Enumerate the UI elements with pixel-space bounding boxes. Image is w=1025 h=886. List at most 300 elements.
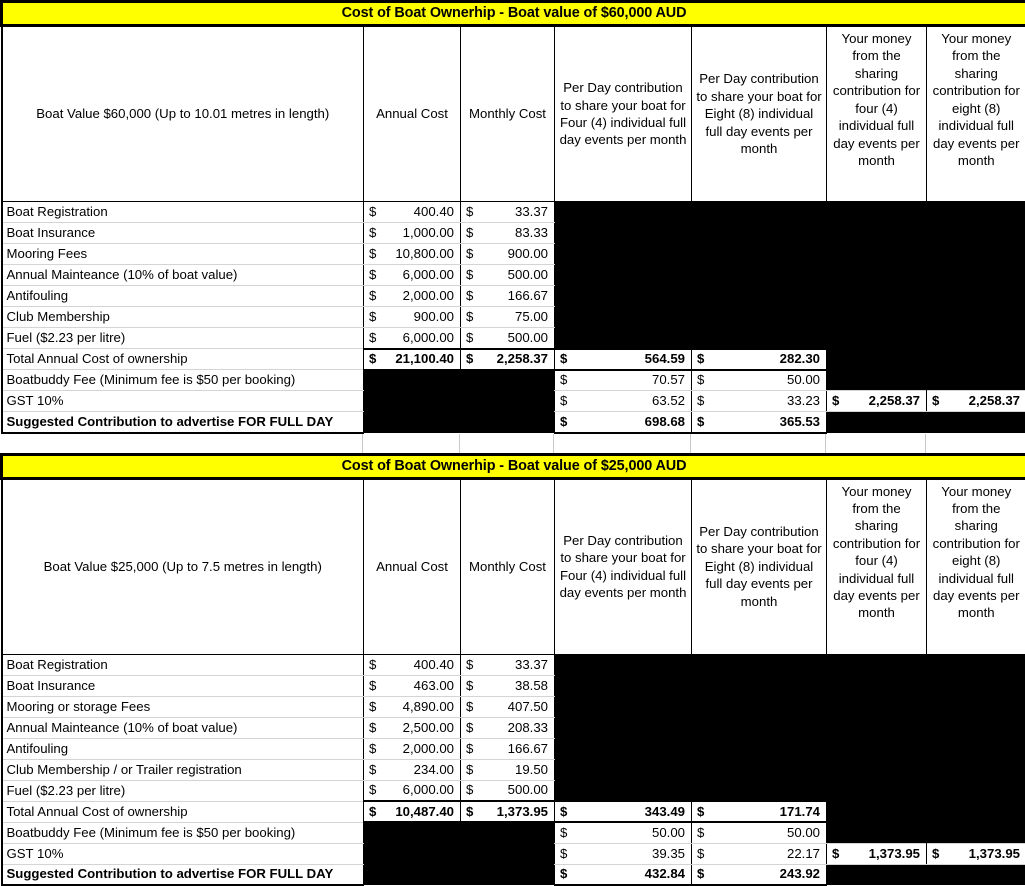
cell-annual-cost: [364, 286, 461, 307]
cell-your-money-four: [827, 391, 927, 412]
cell-value: 282.30: [780, 351, 820, 366]
cell-monthly-cost: [461, 717, 555, 738]
column-header-row: [2, 26, 1025, 202]
cell-your-money-four: [827, 202, 927, 223]
cell-annual-cost: [364, 801, 461, 822]
cell-per-day-four: [555, 696, 692, 717]
cell-annual-cost: [364, 696, 461, 717]
row-label: Fuel ($2.23 per litre): [2, 328, 364, 349]
cell-monthly-cost: [461, 822, 555, 843]
currency-symbol: $: [560, 393, 567, 409]
cell-value: 83.33: [515, 225, 548, 240]
currency-symbol: $: [369, 762, 376, 778]
cell-per-day-eight: [692, 412, 827, 433]
spacer-cell: [690, 434, 825, 453]
header-per-day-eight: Per Day contribution to share your boat for Eight (8) individual full day events per month: [692, 26, 827, 202]
cell-per-day-eight: [692, 202, 827, 223]
table-row: [2, 223, 1025, 244]
cell-per-day-eight: [692, 370, 827, 391]
table-title: Cost of Boat Ownerhip - Boat value of $25,000 AUD: [2, 454, 1025, 478]
row-label: Suggested Contribution to advertise FOR FULL DAY: [2, 412, 364, 433]
row-label: Club Membership / or Trailer registration: [2, 759, 364, 780]
spacer-cell: [553, 434, 690, 453]
cell-per-day-four: [555, 265, 692, 286]
header-monthly-cost: Monthly Cost: [461, 26, 555, 202]
row-label: Boat Registration: [2, 202, 364, 223]
cell-value: 400.40: [414, 204, 454, 219]
spacer-cell: [362, 434, 459, 453]
cell-monthly-cost: [461, 801, 555, 822]
cell-your-money-eight: [927, 286, 1025, 307]
cell-value: 2,258.37: [497, 351, 548, 366]
currency-symbol: $: [466, 657, 473, 673]
cell-value: 6,000.00: [403, 330, 454, 345]
currency-symbol: $: [466, 309, 473, 325]
currency-symbol: $: [560, 351, 567, 367]
cell-monthly-cost: [461, 759, 555, 780]
currency-symbol: $: [369, 741, 376, 757]
table-row: [2, 349, 1025, 370]
cell-value: 33.23: [787, 393, 820, 408]
row-label: Boatbuddy Fee (Minimum fee is $50 per booking): [2, 370, 364, 391]
table-row: [2, 696, 1025, 717]
table-row: [2, 412, 1025, 433]
row-label: Total Annual Cost of ownership: [2, 801, 364, 822]
cost-table-60000: [0, 0, 1025, 434]
currency-symbol: $: [369, 330, 376, 346]
cell-value: 2,000.00: [403, 288, 454, 303]
currency-symbol: $: [369, 351, 376, 367]
cell-annual-cost: [364, 759, 461, 780]
cell-value: 365.53: [780, 414, 820, 429]
cell-your-money-four: [827, 307, 927, 328]
cell-your-money-eight: [927, 780, 1025, 801]
cell-your-money-eight: [927, 328, 1025, 349]
currency-symbol: $: [832, 846, 839, 862]
currency-symbol: $: [369, 720, 376, 736]
cell-value: 900.00: [414, 309, 454, 324]
table-title-row: [2, 454, 1025, 478]
cell-your-money-four: [827, 864, 927, 885]
table-row: [2, 780, 1025, 801]
cell-per-day-four: [555, 391, 692, 412]
cell-your-money-eight: [927, 391, 1025, 412]
cell-your-money-eight: [927, 864, 1025, 885]
currency-symbol: $: [697, 825, 704, 841]
cell-your-money-eight: [927, 370, 1025, 391]
spacer-cell: [925, 434, 1025, 453]
cell-per-day-eight: [692, 349, 827, 370]
cell-your-money-eight: [927, 675, 1025, 696]
table-row: [2, 717, 1025, 738]
column-header-row: [2, 478, 1025, 654]
cell-value: 432.84: [645, 866, 685, 881]
cell-monthly-cost: [461, 223, 555, 244]
row-label: GST 10%: [2, 843, 364, 864]
cell-monthly-cost: [461, 654, 555, 675]
currency-symbol: $: [466, 782, 473, 798]
cell-value: 407.50: [508, 699, 548, 714]
cell-your-money-eight: [927, 265, 1025, 286]
cell-monthly-cost: [461, 391, 555, 412]
table-row: [2, 391, 1025, 412]
currency-symbol: $: [466, 678, 473, 694]
cell-per-day-eight: [692, 759, 827, 780]
cell-value: 500.00: [508, 782, 548, 797]
cell-value: 1,373.95: [497, 804, 548, 819]
currency-symbol: $: [932, 846, 939, 862]
cell-your-money-eight: [927, 822, 1025, 843]
cell-annual-cost: [364, 328, 461, 349]
cell-your-money-four: [827, 822, 927, 843]
cell-annual-cost: [364, 265, 461, 286]
cell-monthly-cost: [461, 675, 555, 696]
row-label: Boat Insurance: [2, 675, 364, 696]
cell-your-money-eight: [927, 654, 1025, 675]
cell-per-day-eight: [692, 717, 827, 738]
table-title-row: [2, 2, 1025, 26]
cell-value: 70.57: [652, 372, 685, 387]
cell-annual-cost: [364, 391, 461, 412]
spacer-cell: [0, 434, 362, 453]
cell-your-money-four: [827, 328, 927, 349]
currency-symbol: $: [369, 288, 376, 304]
spacer-cell: [825, 434, 925, 453]
cell-value: 698.68: [645, 414, 685, 429]
header-your-money-four: Your money from the sharing contribution for four (4) individual full day events per month: [827, 478, 927, 654]
table-row: [2, 654, 1025, 675]
cell-annual-cost: [364, 843, 461, 864]
spacer-cell: [459, 434, 553, 453]
cell-value: 10,487.40: [395, 804, 454, 819]
header-your-money-four: Your money from the sharing contribution for four (4) individual full day events per month: [827, 26, 927, 202]
cell-your-money-eight: [927, 202, 1025, 223]
cell-value: 166.67: [508, 288, 548, 303]
table-row: [2, 370, 1025, 391]
currency-symbol: $: [466, 288, 473, 304]
row-label: Club Membership: [2, 307, 364, 328]
row-label: Antifouling: [2, 738, 364, 759]
cell-value: 6,000.00: [403, 782, 454, 797]
cell-value: 171.74: [780, 804, 820, 819]
currency-symbol: $: [466, 204, 473, 220]
row-label: Boat Insurance: [2, 223, 364, 244]
currency-symbol: $: [369, 309, 376, 325]
cell-your-money-four: [827, 843, 927, 864]
cell-value: 39.35: [652, 846, 685, 861]
cell-value: 22.17: [787, 846, 820, 861]
currency-symbol: $: [369, 246, 376, 262]
cell-your-money-four: [827, 370, 927, 391]
row-label: Boat Registration: [2, 654, 364, 675]
cell-per-day-four: [555, 843, 692, 864]
cell-value: 564.59: [645, 351, 685, 366]
currency-symbol: $: [369, 804, 376, 820]
cell-per-day-eight: [692, 391, 827, 412]
cell-monthly-cost: [461, 307, 555, 328]
cell-value: 33.37: [515, 204, 548, 219]
currency-symbol: $: [466, 720, 473, 736]
cell-per-day-four: [555, 412, 692, 433]
cell-monthly-cost: [461, 696, 555, 717]
cell-monthly-cost: [461, 412, 555, 433]
cell-monthly-cost: [461, 780, 555, 801]
currency-symbol: $: [466, 351, 473, 367]
currency-symbol: $: [560, 804, 567, 820]
cell-annual-cost: [364, 412, 461, 433]
cell-your-money-four: [827, 412, 927, 433]
cell-per-day-eight: [692, 801, 827, 822]
currency-symbol: $: [369, 204, 376, 220]
cell-your-money-eight: [927, 307, 1025, 328]
cell-per-day-eight: [692, 696, 827, 717]
header-row-label: Boat Value $60,000 (Up to 10.01 metres in length): [2, 26, 364, 202]
cell-value: 2,500.00: [403, 720, 454, 735]
cell-monthly-cost: [461, 286, 555, 307]
currency-symbol: $: [560, 825, 567, 841]
cell-value: 1,373.95: [969, 846, 1020, 861]
header-your-money-eight: Your money from the sharing contribution for eight (8) individual full day events per month: [927, 26, 1025, 202]
cell-monthly-cost: [461, 843, 555, 864]
cell-your-money-eight: [927, 244, 1025, 265]
currency-symbol: $: [832, 393, 839, 409]
cell-per-day-eight: [692, 328, 827, 349]
cell-value: 500.00: [508, 330, 548, 345]
currency-symbol: $: [697, 846, 704, 862]
cell-per-day-four: [555, 202, 692, 223]
currency-symbol: $: [466, 246, 473, 262]
currency-symbol: $: [697, 866, 704, 882]
cell-your-money-four: [827, 654, 927, 675]
cell-per-day-four: [555, 349, 692, 370]
cell-value: 33.37: [515, 657, 548, 672]
cell-annual-cost: [364, 822, 461, 843]
cell-value: 21,100.40: [395, 351, 454, 366]
currency-symbol: $: [466, 804, 473, 820]
cell-your-money-four: [827, 696, 927, 717]
header-annual-cost: Annual Cost: [364, 478, 461, 654]
cell-your-money-eight: [927, 759, 1025, 780]
cell-your-money-four: [827, 801, 927, 822]
cell-value: 63.52: [652, 393, 685, 408]
cost-table-25000: [0, 453, 1025, 886]
cell-value: 234.00: [414, 762, 454, 777]
cell-value: 4,890.00: [403, 699, 454, 714]
currency-symbol: $: [697, 351, 704, 367]
cell-monthly-cost: [461, 328, 555, 349]
table-row: [2, 286, 1025, 307]
cell-monthly-cost: [461, 244, 555, 265]
cell-value: 6,000.00: [403, 267, 454, 282]
currency-symbol: $: [932, 393, 939, 409]
cell-per-day-four: [555, 738, 692, 759]
cell-value: 900.00: [508, 246, 548, 261]
table-title: Cost of Boat Ownerhip - Boat value of $60,000 AUD: [2, 2, 1025, 26]
cell-your-money-eight: [927, 223, 1025, 244]
cell-your-money-four: [827, 759, 927, 780]
cell-per-day-four: [555, 864, 692, 885]
cell-your-money-eight: [927, 349, 1025, 370]
cell-annual-cost: [364, 654, 461, 675]
row-label: Total Annual Cost of ownership: [2, 349, 364, 370]
currency-symbol: $: [697, 414, 704, 430]
cell-monthly-cost: [461, 370, 555, 391]
cell-per-day-four: [555, 717, 692, 738]
currency-symbol: $: [369, 267, 376, 283]
cell-value: 1,373.95: [869, 846, 920, 861]
cell-value: 75.00: [515, 309, 548, 324]
cell-your-money-eight: [927, 412, 1025, 433]
table-row: [2, 675, 1025, 696]
table-row: [2, 202, 1025, 223]
spacer-row: [0, 434, 1025, 453]
header-per-day-four: Per Day contribution to share your boat for Four (4) individual full day events per month: [555, 26, 692, 202]
cell-per-day-eight: [692, 843, 827, 864]
cell-per-day-four: [555, 244, 692, 265]
cell-value: 10,800.00: [395, 246, 454, 261]
cell-value: 166.67: [508, 741, 548, 756]
cell-value: 243.92: [780, 866, 820, 881]
cell-monthly-cost: [461, 864, 555, 885]
row-label: Antifouling: [2, 286, 364, 307]
cell-your-money-four: [827, 675, 927, 696]
cell-monthly-cost: [461, 349, 555, 370]
table-row: [2, 843, 1025, 864]
currency-symbol: $: [369, 699, 376, 715]
row-label: Mooring or storage Fees: [2, 696, 364, 717]
cell-your-money-eight: [927, 801, 1025, 822]
header-per-day-eight: Per Day contribution to share your boat for Eight (8) individual full day events per month: [692, 478, 827, 654]
table-row: [2, 801, 1025, 822]
row-label: Mooring Fees: [2, 244, 364, 265]
cell-value: 208.33: [508, 720, 548, 735]
cell-monthly-cost: [461, 265, 555, 286]
cell-annual-cost: [364, 675, 461, 696]
cell-per-day-eight: [692, 307, 827, 328]
cell-per-day-four: [555, 675, 692, 696]
table-row: [2, 822, 1025, 843]
cell-your-money-eight: [927, 717, 1025, 738]
cell-per-day-four: [555, 654, 692, 675]
cell-per-day-four: [555, 370, 692, 391]
header-your-money-eight: Your money from the sharing contribution for eight (8) individual full day events per month: [927, 478, 1025, 654]
table-row: [2, 759, 1025, 780]
cell-value: 1,000.00: [403, 225, 454, 240]
row-label: Suggested Contribution to advertise FOR FULL DAY: [2, 864, 364, 885]
currency-symbol: $: [369, 225, 376, 241]
cell-value: 50.00: [787, 825, 820, 840]
currency-symbol: $: [560, 846, 567, 862]
cell-your-money-eight: [927, 738, 1025, 759]
cell-per-day-four: [555, 328, 692, 349]
cell-per-day-four: [555, 780, 692, 801]
cell-per-day-eight: [692, 822, 827, 843]
currency-symbol: $: [369, 782, 376, 798]
cell-annual-cost: [364, 223, 461, 244]
row-label: Fuel ($2.23 per litre): [2, 780, 364, 801]
cell-value: 50.00: [787, 372, 820, 387]
currency-symbol: $: [466, 741, 473, 757]
cell-per-day-four: [555, 822, 692, 843]
currency-symbol: $: [560, 866, 567, 882]
cell-your-money-four: [827, 780, 927, 801]
currency-symbol: $: [466, 699, 473, 715]
cell-per-day-eight: [692, 864, 827, 885]
currency-symbol: $: [697, 372, 704, 388]
cell-annual-cost: [364, 370, 461, 391]
header-row-label: Boat Value $25,000 (Up to 7.5 metres in length): [2, 478, 364, 654]
cell-per-day-eight: [692, 780, 827, 801]
table-row: [2, 307, 1025, 328]
currency-symbol: $: [466, 267, 473, 283]
cell-your-money-four: [827, 349, 927, 370]
cell-your-money-eight: [927, 696, 1025, 717]
cell-annual-cost: [364, 202, 461, 223]
spacer-table: [0, 434, 1025, 453]
cell-per-day-four: [555, 223, 692, 244]
cell-monthly-cost: [461, 202, 555, 223]
cell-value: 500.00: [508, 267, 548, 282]
cell-annual-cost: [364, 738, 461, 759]
currency-symbol: $: [369, 657, 376, 673]
table-row: [2, 244, 1025, 265]
cell-your-money-four: [827, 717, 927, 738]
table-row: [2, 265, 1025, 286]
header-annual-cost: Annual Cost: [364, 26, 461, 202]
currency-symbol: $: [560, 372, 567, 388]
cell-per-day-four: [555, 801, 692, 822]
table-row: [2, 328, 1025, 349]
cell-per-day-eight: [692, 675, 827, 696]
cell-value: 2,000.00: [403, 741, 454, 756]
cell-your-money-four: [827, 265, 927, 286]
currency-symbol: $: [466, 762, 473, 778]
cell-your-money-eight: [927, 843, 1025, 864]
cell-per-day-eight: [692, 654, 827, 675]
cell-annual-cost: [364, 307, 461, 328]
cell-your-money-four: [827, 286, 927, 307]
cell-per-day-eight: [692, 223, 827, 244]
cell-per-day-four: [555, 286, 692, 307]
header-monthly-cost: Monthly Cost: [461, 478, 555, 654]
currency-symbol: $: [560, 414, 567, 430]
cell-value: 2,258.37: [869, 393, 920, 408]
currency-symbol: $: [697, 393, 704, 409]
cell-value: 463.00: [414, 678, 454, 693]
cell-value: 50.00: [652, 825, 685, 840]
row-label: Annual Mainteance (10% of boat value): [2, 717, 364, 738]
cell-annual-cost: [364, 244, 461, 265]
row-label: Boatbuddy Fee (Minimum fee is $50 per booking): [2, 822, 364, 843]
cell-your-money-four: [827, 223, 927, 244]
header-per-day-four: Per Day contribution to share your boat for Four (4) individual full day events per month: [555, 478, 692, 654]
cell-value: 343.49: [645, 804, 685, 819]
currency-symbol: $: [369, 678, 376, 694]
cell-per-day-eight: [692, 244, 827, 265]
cell-value: 19.50: [515, 762, 548, 777]
cell-annual-cost: [364, 864, 461, 885]
cell-value: 400.40: [414, 657, 454, 672]
table-row: [2, 738, 1025, 759]
cell-annual-cost: [364, 780, 461, 801]
cell-per-day-eight: [692, 265, 827, 286]
cell-per-day-eight: [692, 286, 827, 307]
row-label: Annual Mainteance (10% of boat value): [2, 265, 364, 286]
currency-symbol: $: [466, 225, 473, 241]
cell-annual-cost: [364, 349, 461, 370]
cell-annual-cost: [364, 717, 461, 738]
cell-value: 2,258.37: [969, 393, 1020, 408]
